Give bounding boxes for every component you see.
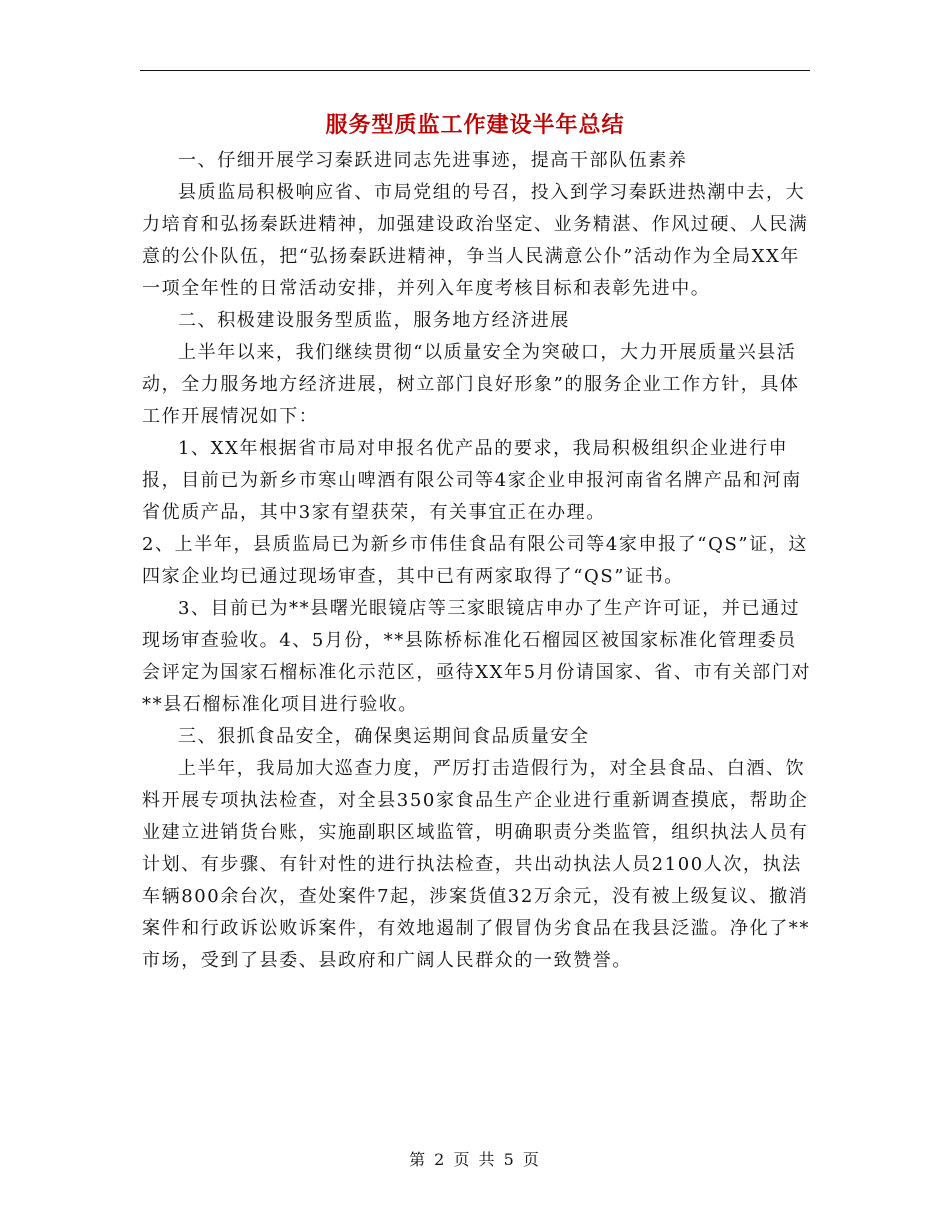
paragraph-3: 上半年，我局加大巡查力度，严厉打击造假行为，对全县食品、白酒、饮料开展专项执法检查，对全县350家食品生产企业进行重新调查摸底，帮助企业建立进销货台账，实施副职区域监管，明确职责分类监管，组织执法人员有计划、有步骤、有针对性的进行执法检查，共出动执法人员2100人次，执法车辆800余台次，查处案件7起，涉案货值32万余元，没有被上级复议、撤消案件和行政诉讼败诉案件，有效地遏制了假冒伪劣食品在我县泛滥。净化了**市场，受到了县委、县政府和广阔人民群众的一致赞誉。 bbox=[142, 758, 810, 971]
list-item-1: 1、XX年根据省市局对申报名优产品的要求，我局积极组织企业进行申报，目前已为新乡市寒山啤酒有限公司等4家企业申报河南省名牌产品和河南省优质产品，其中3家有望获荣，有关事宜正在办理。 bbox=[142, 438, 802, 523]
paragraph-1: 县质监局积极响应省、市局党组的号召，投入到学习秦跃进热潮中去，大力培育和弘扬秦跃进精神，加强建设政治坚定、业务精湛、作风过硬、人民满意的公仆队伍，把“弘扬秦跃进精神，争当人民满意公仆”活动作为全局XX年一项全年性的日常活动安排，并列入年度考核目标和表彰先进中。 bbox=[142, 182, 809, 299]
document-body bbox=[142, 145, 812, 977]
section-heading-3: 三、狠抓食品安全，确保奥运期间食品质量安全 bbox=[178, 726, 590, 747]
document-title: 服务型质监工作建设半年总结 bbox=[325, 112, 625, 138]
header-rule bbox=[140, 70, 810, 71]
list-item-2: 2、上半年，县质监局已为新乡市伟佳食品有限公司等4家申报了“QS”证，这四家企业均已通过现场审查，其中已有两家取得了“QS”证书。 bbox=[142, 534, 808, 587]
section-heading-1: 一、仔细开展学习秦跃进同志先进事迹，提高干部队伍素养 bbox=[178, 150, 688, 171]
section-heading-2: 二、积极建设服务型质监，服务地方经济进展 bbox=[178, 310, 570, 331]
paragraph-2: 上半年以来，我们继续贯彻“以质量安全为突破口，大力开展质量兴县活动，全力服务地方经济进展，树立部门良好形象”的服务企业工作方针，具体工作开展情况如下： bbox=[142, 342, 800, 427]
page-footer bbox=[0, 1148, 950, 1172]
list-item-3: 3、目前已为**县曙光眼镜店等三家眼镜店申办了生产许可证，并已通过现场审查验收。4、5月份，**县陈桥标准化石榴园区被国家标准化管理委员会评定为国家石榴标准化示范区，亟待XX年5月份请国家、省、市有关部门对**县石榴标准化项目进行验收。 bbox=[142, 598, 812, 715]
page-number: 第 2 页 共 5 页 bbox=[409, 1150, 541, 1169]
